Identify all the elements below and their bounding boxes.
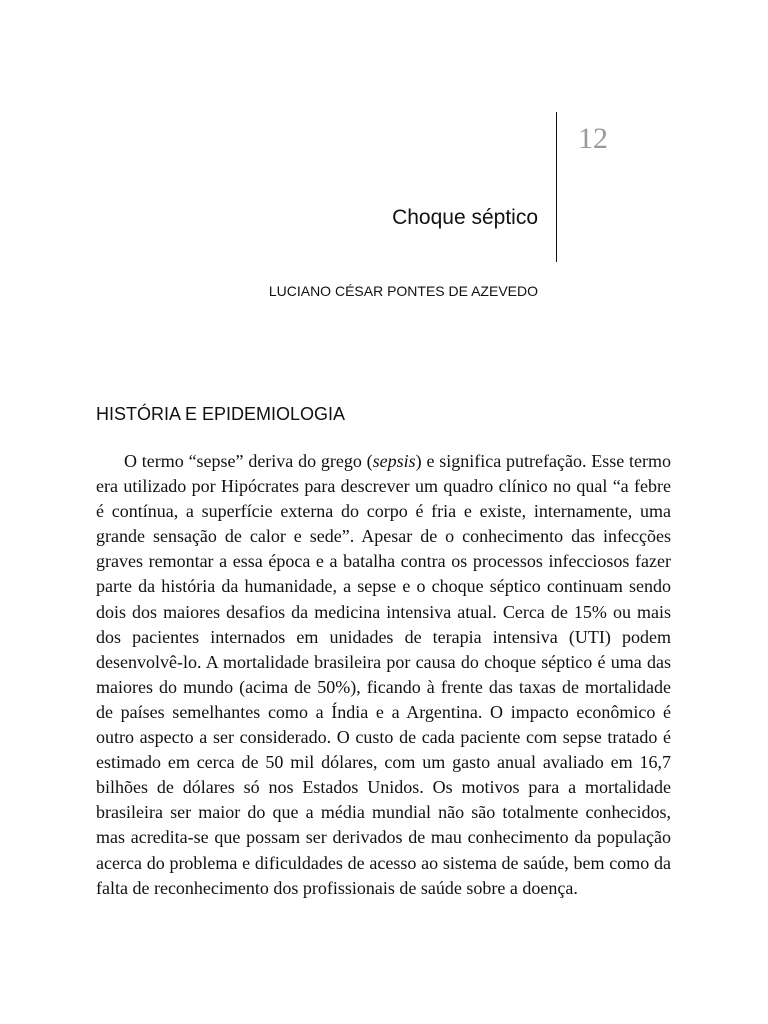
chapter-author: LUCIANO CÉSAR PONTES DE AZEVEDO <box>268 283 538 299</box>
chapter-number: 12 <box>578 122 608 155</box>
paragraph-text-start: O termo “sepse” deriva do grego ( <box>124 451 373 471</box>
chapter-divider-line <box>556 112 557 262</box>
body-paragraph <box>96 449 671 901</box>
section-heading: HISTÓRIA E EPIDEMIOLOGIA <box>96 404 346 424</box>
paragraph-text-rest: ) e significa putrefação. Esse termo era utilizado por Hipócrates para descrever um quadro clínico no qual “a febre é contínua, a superfície externa do corpo é fria e existe, internamente, uma grande sensação de calor e sede”. Apesar de o conhecimento das infecções graves remontar a essa época e a batalha contra os processos infecciosos fazer parte da história da humanidade, a sepse e o choque séptico continuam sendo dois dos maiores desafios da medicina intensiva atual. Cerca de 15% ou mais dos pacientes internados em unidades de terapia intensiva (UTI) podem desenvolvê-lo. A mortalidade brasileira por causa do choque séptico é uma das maiores do mundo (acima de 50%), ficando à frente das taxas de mortalidade de países semelhantes como a Índia e a Argentina. O impacto econômico é outro aspecto a ser considerado. O custo de cada paciente com sepse tratado é estimado em cerca de 50 mil dólares, com um gasto anual avaliado em 16,7 bilhões de dólares só nos Estados Unidos. Os motivos para a mortalidade brasileira ser maior do que a média mundial não são totalmente conhecidos, mas acredita-se que possam ser derivados de mau conhecimento da população acerca do problema e dificuldades de acesso ao sistema de saúde, bem como da falta de reconhecimento dos profissionais de saúde sobre a doença. <box>96 451 672 898</box>
paragraph-italic-term: sepsis <box>372 451 416 471</box>
chapter-title: Choque séptico <box>392 206 538 229</box>
